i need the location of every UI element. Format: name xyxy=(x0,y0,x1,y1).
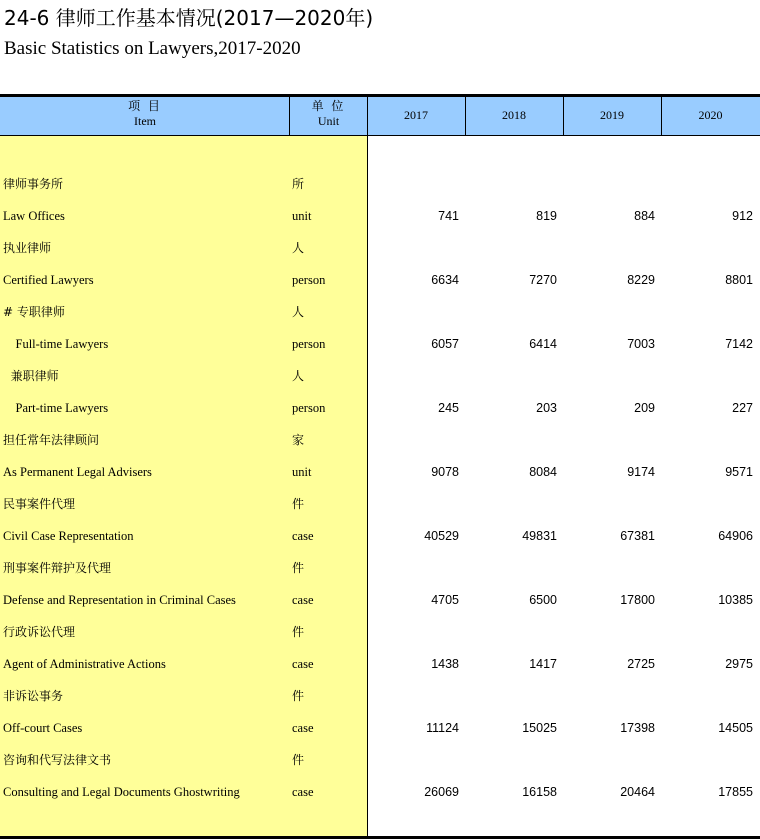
row-value-2017: 4705 xyxy=(431,593,459,607)
header-year-2017: 2017 xyxy=(404,108,428,122)
row-unit: unit xyxy=(292,465,312,479)
table-row xyxy=(0,750,760,770)
row-value-2019: 20464 xyxy=(620,785,655,799)
row-unit: person xyxy=(292,337,326,351)
row-value-2017: 6057 xyxy=(431,337,459,351)
row-item-label: Agent of Administrative Actions xyxy=(3,657,166,671)
table-row xyxy=(0,270,760,290)
header-divider-2018 xyxy=(465,97,466,135)
row-item-label: Civil Case Representation xyxy=(3,529,134,543)
row-unit: person xyxy=(292,401,326,415)
table-row xyxy=(0,462,760,482)
row-value-2019: 17398 xyxy=(620,721,655,735)
header-bottom-rule xyxy=(0,135,760,136)
row-item-label: 执业律师 xyxy=(3,241,52,255)
table-row xyxy=(0,398,760,418)
header-year-2020: 2020 xyxy=(698,108,723,122)
row-value-2020: 17855 xyxy=(718,785,753,799)
row-unit: 家 xyxy=(292,433,305,447)
table-row xyxy=(0,622,760,642)
row-item-label: 兼职律师 xyxy=(3,369,59,383)
row-item-label: 律师事务所 xyxy=(3,177,64,191)
row-item-label: 咨询和代写法律文书 xyxy=(3,753,112,767)
row-item-label: Law Offices xyxy=(3,209,65,223)
header-divider-2020 xyxy=(661,97,662,135)
header-unit-zh: 单 位 xyxy=(311,99,346,113)
row-item-label: Consulting and Legal Documents Ghostwriting xyxy=(3,785,240,799)
row-value-2018: 8084 xyxy=(529,465,557,479)
row-unit: case xyxy=(292,785,314,799)
row-unit: case xyxy=(292,721,314,735)
row-item-label: 刑事案件辩护及代理 xyxy=(3,561,112,575)
table-row xyxy=(0,782,760,802)
table-row xyxy=(0,686,760,706)
row-item-label: 担任常年法律顾问 xyxy=(3,433,100,447)
row-value-2018: 49831 xyxy=(522,529,557,543)
row-unit: 所 xyxy=(292,177,305,191)
header-unit xyxy=(290,99,367,129)
page-title-chinese: 24-6 律师工作基本情况(2017—2020年) xyxy=(4,6,374,30)
row-value-2020: 9571 xyxy=(725,465,753,479)
table-row xyxy=(0,238,760,258)
row-value-2019: 8229 xyxy=(627,273,655,287)
row-item-label: 行政诉讼代理 xyxy=(3,625,76,639)
row-item-label: Off-court Cases xyxy=(3,721,83,735)
row-value-2017: 245 xyxy=(438,401,459,415)
row-unit: 人 xyxy=(292,305,305,319)
header-year-2019: 2019 xyxy=(600,108,624,122)
row-item-label: Defense and Representation in Criminal Cases xyxy=(3,593,236,607)
row-value-2019: 9174 xyxy=(627,465,655,479)
header-year-2018: 2018 xyxy=(502,108,526,122)
row-unit: 件 xyxy=(292,753,305,767)
row-value-2017: 741 xyxy=(438,209,459,223)
row-value-2018: 16158 xyxy=(522,785,557,799)
header-item-zh: 项 目 xyxy=(128,99,162,113)
row-unit: case xyxy=(292,529,314,543)
row-value-2017: 9078 xyxy=(431,465,459,479)
row-value-2018: 15025 xyxy=(522,721,557,735)
header-divider-2019 xyxy=(563,97,564,135)
header-divider-unit xyxy=(289,97,290,135)
row-unit: 人 xyxy=(292,241,305,255)
row-value-2018: 7270 xyxy=(529,273,557,287)
row-value-2018: 6414 xyxy=(529,337,557,351)
row-value-2020: 7142 xyxy=(725,337,753,351)
row-item-label: 非诉讼事务 xyxy=(3,689,64,703)
row-value-2020: 2975 xyxy=(725,657,753,671)
table-row xyxy=(0,302,760,322)
table-row xyxy=(0,334,760,354)
row-value-2020: 64906 xyxy=(718,529,753,543)
row-value-2019: 17800 xyxy=(620,593,655,607)
row-value-2017: 40529 xyxy=(424,529,459,543)
row-value-2018: 819 xyxy=(536,209,557,223)
row-item-label: # 专职律师 xyxy=(3,305,65,319)
row-unit: 件 xyxy=(292,497,305,511)
top-rule xyxy=(0,94,760,97)
row-value-2020: 10385 xyxy=(718,593,753,607)
table-row xyxy=(0,430,760,450)
table-row xyxy=(0,494,760,514)
table-row xyxy=(0,718,760,738)
table-row xyxy=(0,654,760,674)
table-row xyxy=(0,206,760,226)
row-value-2019: 2725 xyxy=(627,657,655,671)
row-value-2019: 67381 xyxy=(620,529,655,543)
row-value-2019: 884 xyxy=(634,209,655,223)
row-value-2018: 6500 xyxy=(529,593,557,607)
row-unit: case xyxy=(292,593,314,607)
row-value-2020: 14505 xyxy=(718,721,753,735)
row-item-label: Part-time Lawyers xyxy=(3,401,109,415)
table-row xyxy=(0,590,760,610)
row-unit: case xyxy=(292,657,314,671)
row-value-2019: 209 xyxy=(634,401,655,415)
row-value-2017: 1438 xyxy=(431,657,459,671)
row-value-2020: 8801 xyxy=(725,273,753,287)
table-row xyxy=(0,558,760,578)
row-value-2018: 203 xyxy=(536,401,557,415)
page-title-english: Basic Statistics on Lawyers,2017-2020 xyxy=(4,38,301,59)
row-item-label: As Permanent Legal Advisers xyxy=(3,465,152,479)
header-unit-en: Unit xyxy=(317,114,340,128)
row-unit: 件 xyxy=(292,689,305,703)
row-unit: 人 xyxy=(292,369,305,383)
row-unit: person xyxy=(292,273,326,287)
header-item-en: Item xyxy=(134,114,156,128)
row-unit: 件 xyxy=(292,625,305,639)
header-item xyxy=(0,99,290,129)
row-item-label: Full-time Lawyers xyxy=(3,337,109,351)
row-unit: unit xyxy=(292,209,312,223)
row-value-2018: 1417 xyxy=(529,657,557,671)
table-row xyxy=(0,174,760,194)
row-unit: 件 xyxy=(292,561,305,575)
table-row xyxy=(0,526,760,546)
bottom-rule xyxy=(0,836,760,839)
row-value-2017: 11124 xyxy=(426,721,459,735)
row-item-label: Certified Lawyers xyxy=(3,273,94,287)
row-value-2017: 6634 xyxy=(431,273,459,287)
row-value-2019: 7003 xyxy=(627,337,655,351)
row-value-2017: 26069 xyxy=(424,785,459,799)
row-item-label: 民事案件代理 xyxy=(3,497,76,511)
table-row xyxy=(0,366,760,386)
row-value-2020: 912 xyxy=(732,209,753,223)
row-value-2020: 227 xyxy=(732,401,753,415)
